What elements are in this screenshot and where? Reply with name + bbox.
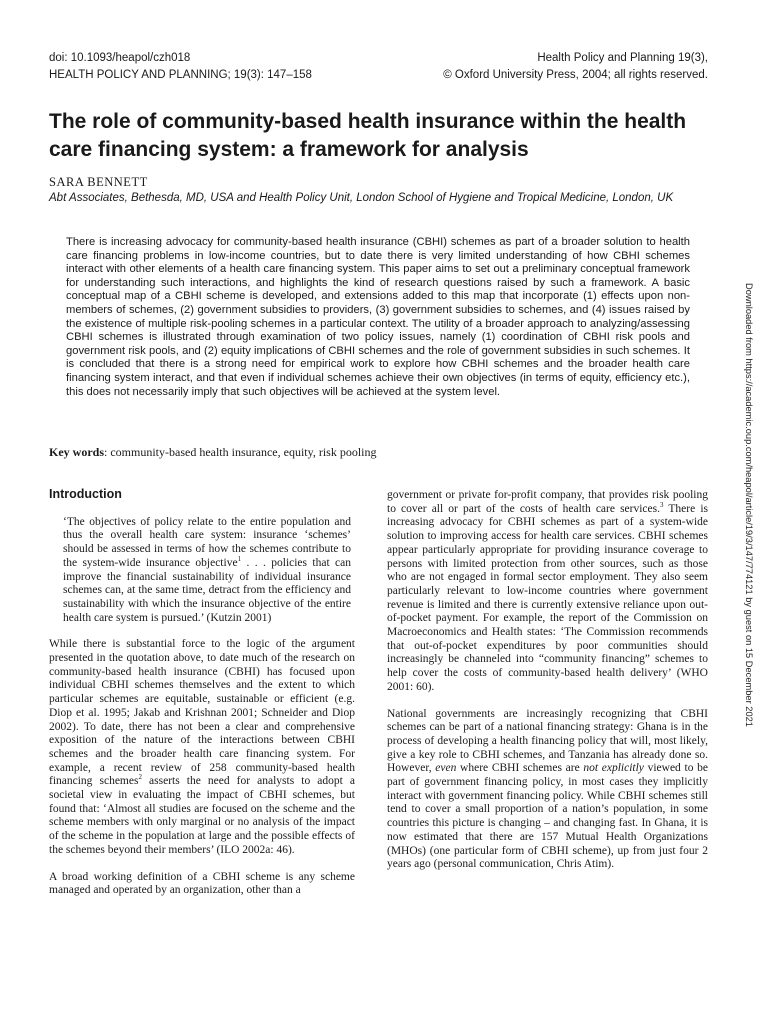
running-header-right	[443, 50, 708, 84]
paragraph-1	[49, 638, 355, 857]
footnote-ref-1: 1	[237, 554, 242, 563]
paragraph-1-text-a: While there is substantial force to the logic of the argument presented in the quotation above, to date much of the research on community-based health insurance (CBHI) has focused upon individual CBHI schemes themselves and the extent to which particular schemes are equitable, sustainable or efficient (e.g. Diop et al. 1995; Jakab and Krishnan 2001; Schneider and Diop 2002). To date, there has not been a clear and comprehensive exposition of the nature of the interactions between CBHI schemes and the broader health care financing system. For example, a recent review of 258 community-based health financing schemes	[49, 638, 355, 788]
article-title: The role of community-based health insurance within the health care financing system: a framework for analysis	[49, 110, 687, 161]
running-header-left	[49, 50, 312, 84]
quote-text-a: ‘The objectives of policy relate to the entire population and thus the overall health care system: insurance ‘schemes’ should be assessed in terms of how the schemes contribute to the system-wide insurance objective	[63, 515, 351, 569]
keywords	[49, 445, 377, 460]
abstract: There is increasing advocacy for community-based health insurance (CBHI) schemes as part of a broader solution to health care financing problems in low-income countries, but to date there is very limited understanding of how CBHI schemes interact with other elements of a health care financing system. This paper aims to set out a preliminary conceptual framework for understanding such interactions, and highlights the kind of research questions raised by such a framework. A basic conceptual map of a CBHI scheme is developed, and extensions added to this map that incorporate (1) effects upon non-members of schemes, (2) government subsidies to providers, (3) government subsidies to schemes, and (4) issues raised by the existence of multiple risk-pooling schemes in a particular context. The utility of a broader approach to analyzing/assessing CBHI schemes is illustrated through examination of two policy issues, namely (1) coordination of CBHI risk pools and government risk pools, and (2) equity implications of CBHI schemes and the role of government subsidies in such schemes. It is concluded that there is a strong need for empirical work to explore how CBHI schemes and the broader health care financing system interact, and that even if individual schemes achieve their own objectives (in terms of equity, efficiency etc.), this does not necessarily imply that such objectives will be achieved at the system level.	[66, 236, 690, 398]
journal-citation: HEALTH POLICY AND PLANNING; 19(3): 147–158	[49, 69, 312, 81]
author-name: SARA BENNETT	[49, 175, 148, 189]
copyright-notice: © Oxford University Press, 2004; all rights reserved.	[443, 69, 708, 81]
epigraph-quote	[63, 516, 351, 626]
paragraph-2: A broad working definition of a CBHI scheme is any scheme managed and operated by an organization, other than a	[49, 870, 355, 897]
paragraph-4-text-a: National governments are increasingly recognizing that CBHI schemes can be part of a national financing strategy: Ghana is in the process of developing a health financing policy that will, most likely, give a key role to CBHI schemes, and Tanzania has already done so. However,	[387, 707, 708, 775]
paragraph-3	[387, 489, 708, 695]
doi-text: doi: 10.1093/heapol/czh018	[49, 52, 191, 64]
author-affiliation: Abt Associates, Bethesda, MD, USA and Health Policy Unit, London School of Hygiene and Tropical Medicine, London, UK	[49, 192, 674, 204]
journal-volume: Health Policy and Planning 19(3),	[537, 52, 708, 64]
paragraph-4	[387, 708, 708, 872]
footnote-ref-3: 3	[660, 500, 664, 509]
keywords-label: Key words	[49, 445, 104, 459]
download-watermark: Downloaded from https://academic.oup.com/heapol/article/19/3/147/774121 by guest on 15 December 2021	[744, 283, 754, 727]
body-column-left	[49, 488, 355, 911]
paragraph-1-text-b: asserts the need for analysts to adopt a societal view in evaluating the impact of CBHI schemes, but found that: ‘Almost all studies are focused on the scheme and the scheme members with only marginal or no analysis of the impact of the scheme in the population at large and the possible effects of the schemes beyond their members’ (ILO 2002a: 46).	[49, 775, 355, 856]
paragraph-4-text-b: where CBHI schemes are	[456, 762, 584, 775]
footnote-ref-2: 2	[138, 773, 142, 782]
paragraph-3-text-a: government or private for-profit company, that provides risk pooling to cover all or part of the costs of health care services.	[387, 489, 708, 515]
paragraph-4-emphasis-even: even	[435, 762, 457, 775]
paragraph-4-emphasis-not-explicitly: not explicitly	[583, 762, 644, 775]
paragraph-3-text-b: There is increasing advocacy for CBHI schemes as part of a system-wide solution to improving access for health care services. CBHI schemes appear particularly appropriate for providing insurance coverage to persons with limited protection from other sources, such as those who are not engaged in formal sector employment. They also seem particularly relevant to low-income countries where government revenue is limited and there is currently extensive reliance upon out-of-pocket payment. For example, the report of the Commission on Macroeconomics and Health states: ‘The Commission recommends that out-of-pocket expenditures by poor communities should increasingly be channeled into “community financing” schemes to help cover the costs of community-based health delivery’ (WHO 2001: 60).	[387, 502, 708, 693]
quote-text-b: . . . policies that can improve the financial sustainability of individual insurance schemes can, at the same time, detract from the efficiency and sustainability with which the insurance objective of the entire health care system is pursued.’ (Kutzin 2001)	[63, 556, 351, 624]
section-heading-introduction: Introduction	[49, 487, 122, 501]
body-column-right	[387, 489, 708, 885]
keywords-list: : community-based health insurance, equity, risk pooling	[104, 445, 377, 459]
paragraph-4-text-c: viewed to be part of government financing policy, in most cases they implicitly interact with government financing policy. While CBHI schemes still tend to cover a small proportion of a nation’s population, in some countries this picture is changing – and changing fast. In Ghana, it is now estimated that there are 157 Mutual Health Organizations (MHOs) (one particular form of CBHI scheme), up from just four 2 years ago (personal communication, Chris Atim).	[387, 762, 708, 871]
